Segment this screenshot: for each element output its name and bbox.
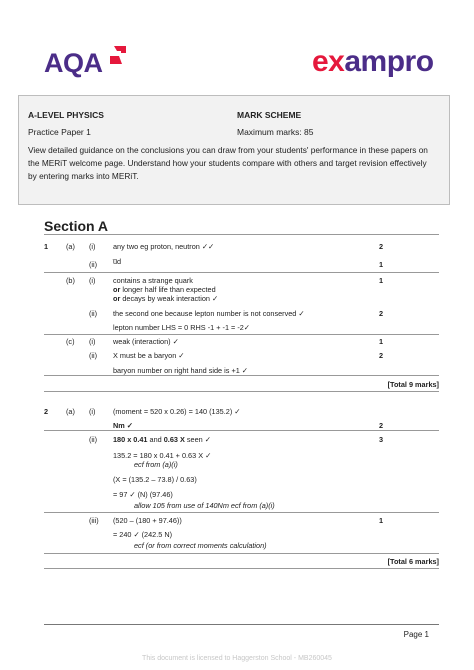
row-rule: [44, 391, 439, 392]
page-number: Page 1: [403, 630, 429, 639]
row-rule: [44, 272, 439, 273]
q1-a-i-answer: any two eg proton, neutron ✓✓: [113, 242, 215, 251]
q1-c-ii-line1: X must be a baryon ✓: [113, 351, 185, 360]
q1-part-c: (c): [66, 337, 75, 346]
q2-a-iii-line1: (520 – (180 + 97.46)): [113, 516, 182, 525]
level-label: A-LEVEL PHYSICS: [28, 110, 104, 120]
row-rule: [44, 568, 439, 569]
q2-a-ii-line4: (X = (135.2 – 73.8) / 0.63): [113, 475, 197, 484]
q1-c-i-mark: 1: [379, 337, 384, 346]
q1-b-i-label: (i): [89, 276, 96, 285]
q1-b-i-line3: or decays by weak interaction ✓: [113, 294, 219, 303]
footer-rule: [44, 624, 439, 625]
q2-a-iii-line3: ecf (or from correct moments calculation): [134, 541, 267, 550]
q2-number: 2: [44, 407, 49, 416]
q1-b-ii-line2: lepton number LHS = 0 RHS -1 + -1 = -2✓: [113, 323, 250, 332]
doc-type-label: MARK SCHEME: [237, 110, 302, 120]
q1-a-ii-mark: 1: [379, 260, 384, 269]
q2-a-i-line1: (moment = 520 x 0.26) = 140 (135.2) ✓: [113, 407, 241, 416]
q2-a-i-mark: 2: [379, 421, 384, 430]
q2-a-ii-line5: = 97 ✓ (N) (97.46): [113, 490, 173, 499]
q1-c-ii-label: (ii): [89, 351, 98, 360]
row-rule: [44, 334, 439, 335]
q1-number: 1: [44, 242, 49, 251]
q2-a-iii-line2: = 240 ✓ (242.5 N): [113, 530, 173, 539]
q2-a-i-label: (i): [89, 407, 96, 416]
q2-a-ii-line2: 135.2 = 180 x 0.41 + 0.63 X ✓: [113, 451, 212, 460]
q1-c-i-answer: weak (interaction) ✓: [113, 337, 179, 346]
q1-b-i-line2: or longer half life than expected: [113, 285, 216, 294]
q1-part-b: (b): [66, 276, 75, 285]
q1-c-i-label: (i): [89, 337, 96, 346]
q1-a-i-label: (i): [89, 242, 96, 251]
section-title: Section A: [44, 218, 109, 234]
q2-a-iii-label: (iii): [89, 516, 99, 525]
q1-b-i-line1: contains a strange quark: [113, 276, 193, 285]
q1-c-ii-mark: 2: [379, 351, 384, 360]
aqa-logo-mark-icon: [108, 44, 128, 66]
paper-label: Practice Paper 1: [28, 127, 91, 137]
q1-b-ii-label: (ii): [89, 309, 98, 318]
q2-a-ii-mark: 3: [379, 435, 384, 444]
row-rule: [44, 553, 439, 554]
q2-a-i-line2: Nm ✓: [113, 421, 133, 430]
aqa-logo: AQA: [44, 48, 103, 78]
q1-c-ii-line2: baryon number on right hand side is +1 ✓: [113, 366, 248, 375]
exampro-logo: exampro: [312, 45, 434, 78]
q2-a-ii-line1: 180 x 0.41 and 0.63 X seen ✓: [113, 435, 211, 444]
q2-total: [Total 6 marks]: [387, 557, 439, 566]
licence-watermark: This document is licensed to Haggerston School - MB260045: [142, 655, 332, 662]
q2-a-ii-line6: allow 105 from use of 140Nm ecf from (a)(i): [134, 501, 275, 510]
q1-a-ii-answer: u̅d: [113, 257, 122, 266]
q1-a-ii-label: (ii): [89, 260, 98, 269]
row-rule: [44, 512, 439, 513]
q2-part-a: (a): [66, 407, 75, 416]
max-marks-label: Maximum marks: 85: [237, 127, 314, 137]
q2-a-iii-mark: 1: [379, 516, 384, 525]
q1-b-ii-line1: the second one because lepton number is not conserved ✓: [113, 309, 305, 318]
q1-total: [Total 9 marks]: [387, 380, 439, 389]
section-rule: [44, 234, 439, 235]
q1-b-ii-mark: 2: [379, 309, 384, 318]
guidance-text: View detailed guidance on the conclusions you can draw from your students' performance in these papers on the MERiT welcome page. Understand how your students compare with others and target revision effectively by entering marks into MERiT.: [28, 145, 428, 181]
q1-b-i-mark: 1: [379, 276, 384, 285]
row-rule: [44, 375, 439, 376]
q2-a-ii-label: (ii): [89, 435, 98, 444]
row-rule: [44, 430, 439, 431]
q1-a-i-mark: 2: [379, 242, 384, 251]
q2-a-ii-line3: ecf from (a)(i): [134, 460, 178, 469]
q1-part-a: (a): [66, 242, 75, 251]
